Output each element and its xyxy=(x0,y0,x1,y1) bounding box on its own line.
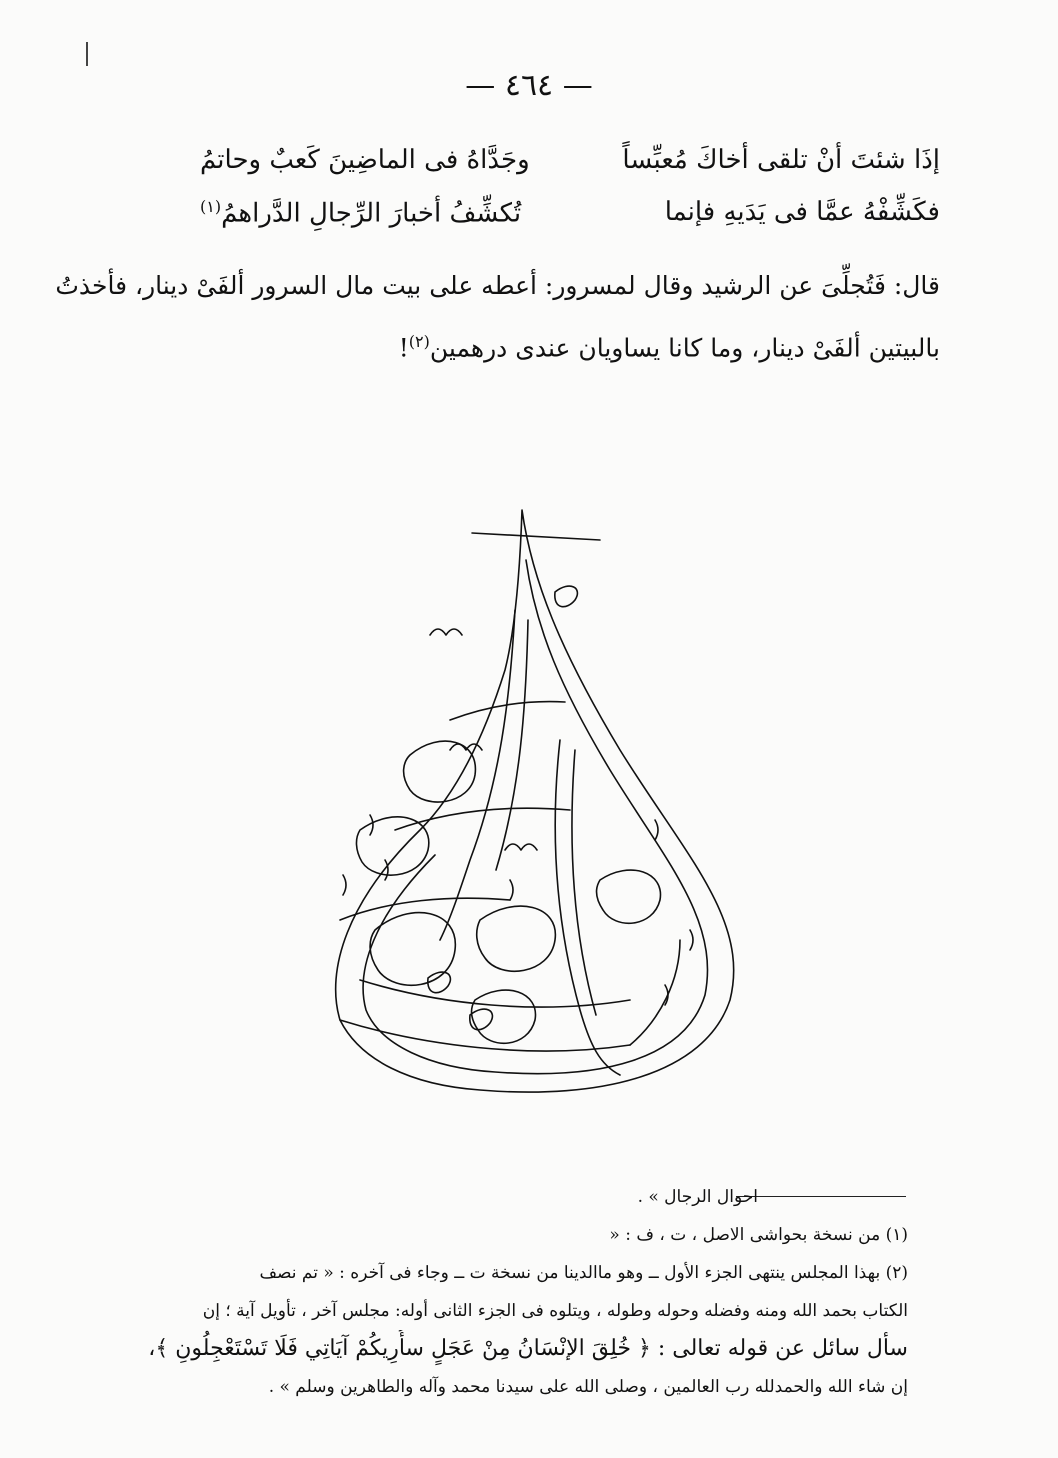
teardrop-inner xyxy=(363,560,707,1074)
dot-stroke xyxy=(510,880,513,900)
poem-hemistich-second: وجَدَّاهُ فى الماضِينَ كَعبٌ وحاتمُ xyxy=(200,145,530,175)
sin-mark xyxy=(430,629,462,635)
alif-stroke xyxy=(440,610,515,940)
poem-verse xyxy=(200,197,940,247)
footnote-line: إن شاء الله والحمدلله رب العالمين ، وصلى الله على سيدنا محمد وآله والطاهرين وسلم » . xyxy=(268,1377,908,1397)
prose-line: قال: فَتُجلِّىَ عن الرشيد وقال لمسرور: أعطه على بيت مال السرور ألفَىْ دينار، فأخذتُ xyxy=(55,271,940,300)
teardrop-outer xyxy=(336,510,734,1092)
margin-mark xyxy=(86,42,88,66)
ornament-guide-line xyxy=(472,533,600,540)
ain-loop xyxy=(597,870,661,923)
poem xyxy=(200,135,940,265)
kaf-stroke xyxy=(450,702,565,720)
calligraphy-ornament xyxy=(300,500,800,1110)
dot-stroke xyxy=(385,860,388,880)
poem-hemistich-text: تُكشِّفُ أخبارَ الرِّجالِ الدَّراهمُ xyxy=(221,198,522,229)
waw-loop xyxy=(356,817,428,875)
waw-loop xyxy=(404,741,476,802)
dot-stroke xyxy=(655,820,658,840)
sad-loop xyxy=(370,913,455,986)
prose-line-end: ! xyxy=(398,333,409,363)
lam-stroke xyxy=(555,740,620,1075)
ain-small xyxy=(428,972,451,993)
dot-stroke xyxy=(343,875,346,895)
footnote-ref: (١) xyxy=(200,197,222,216)
footnote-line: (١) من نسخة بحواشى الاصل ، ت ، ف : « xyxy=(609,1225,908,1245)
footnote-line: الكتاب بحمد الله ومنه وفضله وحوله وطوله ، ويتلوه فى الجزء الثانى أوله: مجلس آخر ، تأويل آية ؛ إن xyxy=(202,1301,908,1321)
poem-hemistich-first: فكَشِّفْهُ عمَّا فى يَدَيهِ فإنما xyxy=(664,197,940,227)
tail-stroke xyxy=(630,940,680,1045)
prose-line xyxy=(110,314,940,376)
dot-stroke xyxy=(665,985,668,1005)
footnote-ref: (٢) xyxy=(408,332,430,351)
dot-stroke xyxy=(690,930,693,950)
ain-small xyxy=(555,586,578,607)
sad-loop xyxy=(477,906,556,971)
dot-stroke xyxy=(370,815,373,835)
prose-line-text: بالبيتين ألفَىْ دينار، وما كانا يساويان عندى درهمين xyxy=(429,333,940,363)
lam-stroke-inner xyxy=(572,750,596,1015)
poem-hemistich-second xyxy=(200,197,521,229)
prose-paragraph xyxy=(55,258,940,376)
ain-loop xyxy=(472,990,536,1043)
kaf-stroke xyxy=(395,808,570,830)
footnote-line: (٢) بهذا المجلس ينتهى الجزء الأول ــ وهو ماالدينا من نسخة ت ــ وجاء فى آخره : « تم نصف xyxy=(259,1263,908,1283)
page-number: — ٤٦٤ — xyxy=(465,68,593,103)
footnote-quran-line: سأل سائل عن قوله تعالى : ﴿ خُلِقَ الإنْسَانُ مِنْ عَجَلٍ سأُرِيكُمْ آيَاتِي فَلَا تَسْتَعْجِلُونِ ﴾، xyxy=(148,1336,908,1361)
poem-verse xyxy=(200,145,940,195)
footnotes xyxy=(88,1178,908,1406)
poem-hemistich-first: إذَا شئتَ أنْ تلقى أخاكَ مُعبِّساً xyxy=(622,145,940,175)
sin-mark xyxy=(505,844,537,850)
footnote-line: احوال الرجال » . xyxy=(637,1187,758,1207)
